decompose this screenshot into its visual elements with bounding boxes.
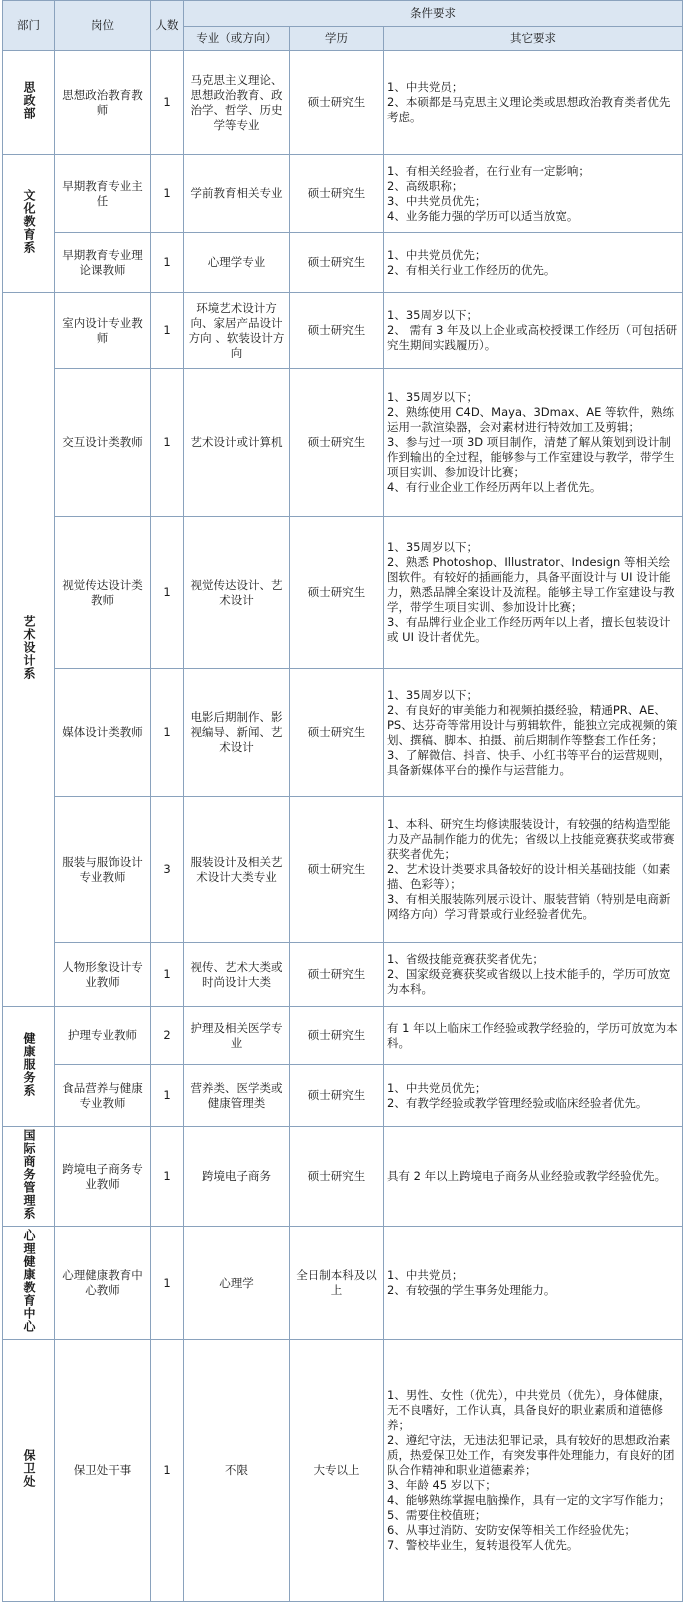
requirement-line: 具有 2 年以上跨境电子商务从业经验或教学经验优先。 <box>387 1169 667 1183</box>
requirement-line: 5、需要住校值班； <box>387 1508 487 1522</box>
requirement-line: 1、35周岁以下； <box>387 308 478 322</box>
requirements-cell <box>384 1340 683 1602</box>
requirement-line: 1、中共党员； <box>387 80 464 94</box>
position-cell: 跨境电子商务专业教师 <box>55 1127 151 1227</box>
education-cell: 硕士研究生 <box>290 233 384 293</box>
dept-cell: 健康服务系 <box>3 1007 55 1127</box>
requirement-line: 3、有品牌行业企业工作经历两年以上者，擅长包装设计或 UI 设计者优先。 <box>387 615 671 644</box>
dept-cell: 思政部 <box>3 51 55 155</box>
education-cell: 全日制本科及以上 <box>290 1227 384 1340</box>
count-cell: 1 <box>151 1127 184 1227</box>
table-row <box>3 51 683 155</box>
position-cell: 早期教育专业主任 <box>55 155 151 233</box>
requirements-cell <box>384 369 683 517</box>
education-cell: 硕士研究生 <box>290 293 384 369</box>
dept-cell: 保卫处 <box>3 1340 55 1602</box>
requirement-line: 3、年龄 45 岁以下； <box>387 1478 497 1492</box>
header-major: 专业（或方向） <box>184 27 290 51</box>
requirements-cell <box>384 51 683 155</box>
table-row <box>3 233 683 293</box>
major-cell: 学前教育相关专业 <box>184 155 290 233</box>
major-cell: 服装设计及相关艺术设计大类专业 <box>184 797 290 943</box>
table-row <box>3 517 683 669</box>
header-education: 学历 <box>290 27 384 51</box>
education-cell: 硕士研究生 <box>290 943 384 1007</box>
count-cell: 2 <box>151 1007 184 1065</box>
requirement-line: 3、有相关服装陈列展示设计、服装营销（特别是电商新网络方向）学习背景或行业经验者优先。 <box>387 892 671 921</box>
major-cell: 马克思主义理论、思想政治教育、政治学、哲学、历史学等专业 <box>184 51 290 155</box>
major-cell: 护理及相关医学专业 <box>184 1007 290 1065</box>
position-cell: 心理健康教育中心教师 <box>55 1227 151 1340</box>
requirement-line: 有 1 年以上临床工作经验或教学经验的，学历可放宽为本科。 <box>387 1020 678 1050</box>
requirement-line: 2、有良好的审美能力和视频拍摄经验，精通PR、AE、PS、达芬奇等常用设计与剪辑软件，能独立完成视频的策划、撰稿、脚本、拍摄、前后期制作等整套工作任务； <box>387 702 678 747</box>
education-cell: 硕士研究生 <box>290 797 384 943</box>
requirement-line: 2、艺术设计类要求具备较好的设计相关基础技能（如素描、色彩等）； <box>387 862 671 891</box>
requirement-line: 1、35周岁以下； <box>387 540 478 554</box>
requirement-line: 1、中共党员； <box>387 1268 464 1282</box>
requirement-line: 3、参与过一项 3D 项目制作，清楚了解从策划到设计制作到输出的全过程，能够参与工作室建设与教学，带学生项目实训、参加设计比赛； <box>387 435 675 479</box>
requirement-line: 1、35周岁以下； <box>387 390 478 404</box>
requirement-line: 2、高级职称； <box>387 178 464 193</box>
requirement-line: 2、国家级竞赛获奖或省级以上技术能手的，学历可放宽为本科。 <box>387 967 671 996</box>
requirements-cell <box>384 943 683 1007</box>
table-row <box>3 1340 683 1602</box>
table-row <box>3 1227 683 1340</box>
education-cell: 硕士研究生 <box>290 155 384 233</box>
requirement-line: 2、遵纪守法，无违法犯罪记录，具有较好的思想政治素质，热爱保卫处工作，有突发事件处理能力，有良好的团队合作精神和职业道德素养； <box>387 1433 675 1477</box>
requirement-line: 2、有较强的学生事务处理能力。 <box>387 1283 556 1297</box>
position-cell: 交互设计类教师 <box>55 369 151 517</box>
position-cell: 视觉传达设计类教师 <box>55 517 151 669</box>
dept-cell: 文化教育系 <box>3 155 55 293</box>
requirement-line: 7、警校毕业生，复转退役军人优先。 <box>387 1538 579 1552</box>
count-cell: 1 <box>151 1065 184 1127</box>
major-cell: 视觉传达设计、艺术设计 <box>184 517 290 669</box>
recruitment-table <box>2 0 683 1602</box>
requirements-cell <box>384 1127 683 1227</box>
requirement-line: 2、熟练使用 C4D、Maya、3Dmax、AE 等软件，熟练运用一款渲染器，会对素材进行特效加工及剪辑； <box>387 405 675 434</box>
position-cell: 人物形象设计专业教师 <box>55 943 151 1007</box>
table-row <box>3 669 683 797</box>
requirement-line: 2、有相关行业工作经历的优先。 <box>387 262 556 277</box>
count-cell: 1 <box>151 233 184 293</box>
requirement-line: 1、中共党员优先； <box>387 247 487 262</box>
requirement-line: 1、35周岁以下； <box>387 687 478 702</box>
requirement-line: 3、中共党员优先； <box>387 193 487 208</box>
education-cell: 硕士研究生 <box>290 1007 384 1065</box>
requirement-line: 1、本科、研究生均修读服装设计，有较强的结构造型能力及产品制作能力的优先；省级以上技能竞赛获奖或带赛获奖者优先； <box>387 817 675 861</box>
education-cell: 硕士研究生 <box>290 51 384 155</box>
table-row <box>3 1065 683 1127</box>
requirements-cell <box>384 517 683 669</box>
requirement-line: 6、从事过消防、安防安保等相关工作经验优先； <box>387 1523 636 1537</box>
requirements-cell <box>384 1065 683 1127</box>
requirements-cell <box>384 1007 683 1065</box>
count-cell: 3 <box>151 797 184 943</box>
count-cell: 1 <box>151 369 184 517</box>
position-cell: 媒体设计类教师 <box>55 669 151 797</box>
position-cell: 室内设计专业教师 <box>55 293 151 369</box>
header-position: 岗位 <box>55 1 151 51</box>
major-cell: 视传、艺术大类或时尚设计大类 <box>184 943 290 1007</box>
position-cell: 服装与服饰设计专业教师 <box>55 797 151 943</box>
table-row <box>3 1127 683 1227</box>
table-row <box>3 797 683 943</box>
count-cell: 1 <box>151 155 184 233</box>
requirements-cell <box>384 1227 683 1340</box>
header-count: 人数 <box>151 1 184 51</box>
table-row <box>3 1007 683 1065</box>
header-other: 其它要求 <box>384 27 683 51</box>
major-cell: 电影后期制作、影视编导、新闻、艺术设计 <box>184 669 290 797</box>
major-cell: 营养类、医学类或健康管理类 <box>184 1065 290 1127</box>
table-row <box>3 155 683 233</box>
count-cell: 1 <box>151 943 184 1007</box>
requirement-line: 2、本硕都是马克思主义理论类或思想政治教育类者优先考虑。 <box>387 95 671 124</box>
education-cell: 硕士研究生 <box>290 517 384 669</box>
count-cell: 1 <box>151 51 184 155</box>
requirements-cell <box>384 797 683 943</box>
dept-cell: 心理健康教育中心 <box>3 1227 55 1340</box>
count-cell: 1 <box>151 293 184 369</box>
requirement-line: 4、能够熟练掌握电脑操作，具有一定的文字写作能力； <box>387 1493 671 1507</box>
position-cell: 早期教育专业理论课教师 <box>55 233 151 293</box>
requirement-line: 2、有教学经验或教学管理经验或临床经验者优先。 <box>387 1095 648 1110</box>
major-cell: 艺术设计或计算机 <box>184 369 290 517</box>
major-cell: 心理学 <box>184 1227 290 1340</box>
table-row <box>3 369 683 517</box>
position-cell: 食品营养与健康专业教师 <box>55 1065 151 1127</box>
education-cell: 硕士研究生 <box>290 1065 384 1127</box>
education-cell: 大专以上 <box>290 1340 384 1602</box>
count-cell: 1 <box>151 669 184 797</box>
header-dept: 部门 <box>3 1 55 51</box>
requirements-cell <box>384 233 683 293</box>
dept-cell: 国际商务管理系 <box>3 1127 55 1227</box>
major-cell: 心理学专业 <box>184 233 290 293</box>
requirement-line: 4、有行业企业工作经历两年以上者优先。 <box>387 480 602 494</box>
requirement-line: 2、 需有 3 年及以上企业或高校授课工作经历（可包括研究生期间实践履历）。 <box>387 323 678 352</box>
requirement-line: 1、有相关经验者，在行业有一定影响； <box>387 163 590 178</box>
major-cell: 跨境电子商务 <box>184 1127 290 1227</box>
requirements-cell <box>384 155 683 233</box>
education-cell: 硕士研究生 <box>290 1127 384 1227</box>
requirement-line: 3、了解微信、抖音、快手、小红书等平台的运营规则，具备新媒体平台的操作与运营能力。 <box>387 747 671 777</box>
education-cell: 硕士研究生 <box>290 369 384 517</box>
table-row <box>3 293 683 369</box>
requirement-line: 1、中共党员优先； <box>387 1080 487 1095</box>
requirements-cell <box>384 669 683 797</box>
major-cell: 不限 <box>184 1340 290 1602</box>
position-cell: 护理专业教师 <box>55 1007 151 1065</box>
requirement-line: 1、省级技能竞赛获奖者优先； <box>387 952 544 966</box>
requirement-line: 4、业务能力强的学历可以适当放宽。 <box>387 208 579 223</box>
major-cell: 环境艺术设计方向、家居产品设计方向 、软装设计方向 <box>184 293 290 369</box>
count-cell: 1 <box>151 517 184 669</box>
table-row <box>3 943 683 1007</box>
dept-cell: 艺术设计系 <box>3 293 55 1007</box>
count-cell: 1 <box>151 1227 184 1340</box>
header-conditions: 条件要求 <box>184 1 683 27</box>
education-cell: 硕士研究生 <box>290 669 384 797</box>
requirement-line: 1、男性、女性（优先），中共党员（优先），身体健康，无不良嗜好，工作认真，具备良好的职业素质和道德修养； <box>387 1388 671 1432</box>
requirement-line: 2、熟悉 Photoshop、Illustrator、Indesign 等相关绘图软件。有较好的插画能力，具备平面设计与 UI 设计能力，熟悉品牌全案设计及流程。能够主导工作室建设与教学，带学生项目实训、参加设计比赛； <box>387 555 675 614</box>
position-cell: 保卫处干事 <box>55 1340 151 1602</box>
position-cell: 思想政治教育教师 <box>55 51 151 155</box>
count-cell: 1 <box>151 1340 184 1602</box>
requirements-cell <box>384 293 683 369</box>
